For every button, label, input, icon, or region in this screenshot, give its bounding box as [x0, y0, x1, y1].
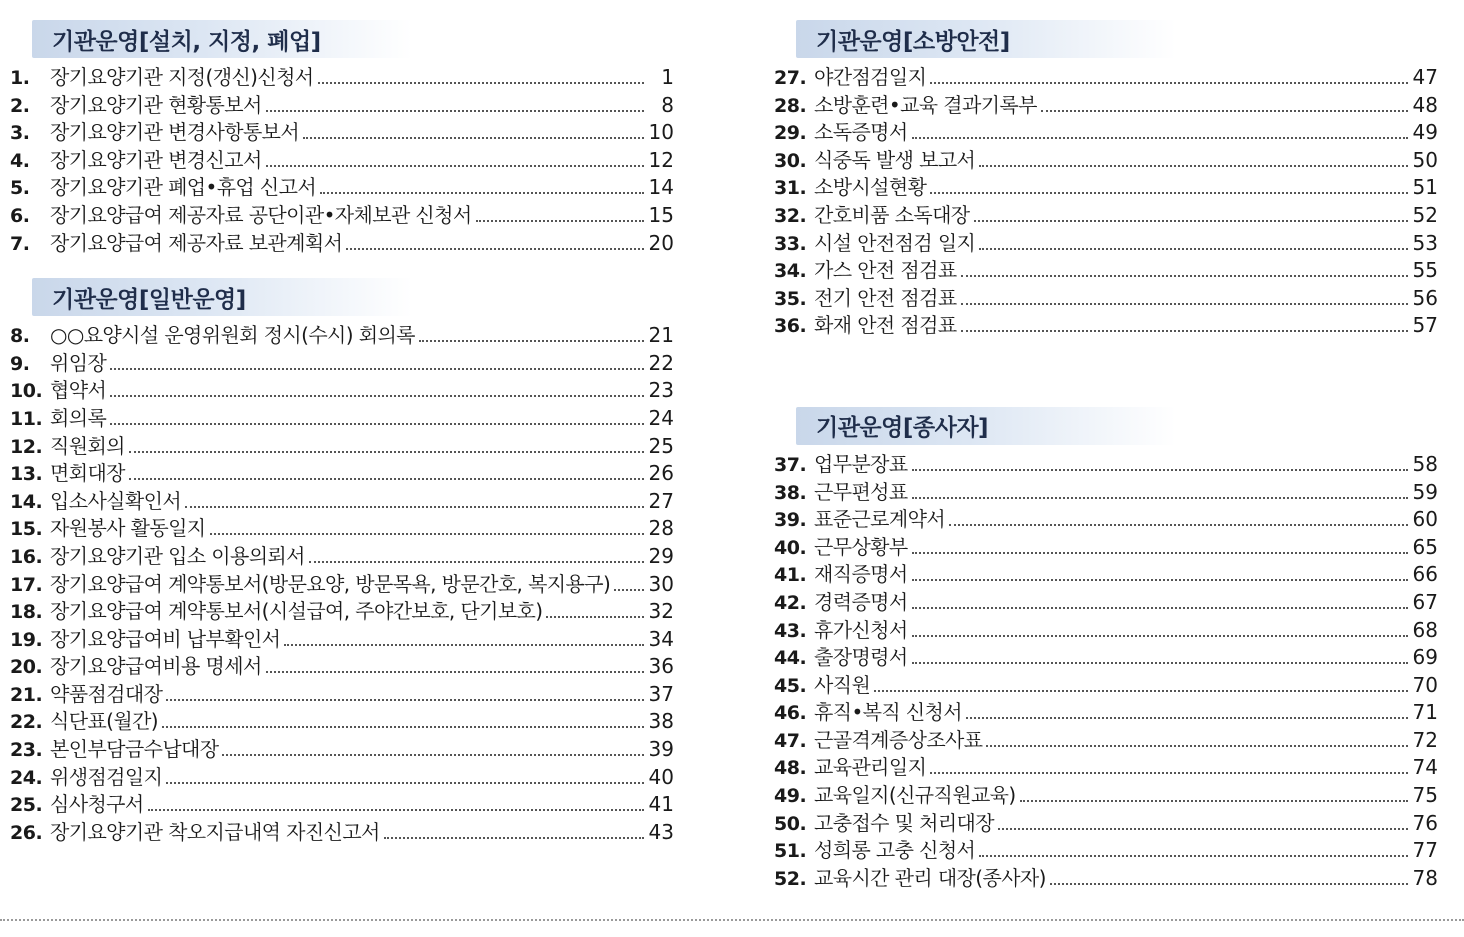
toc-entry[interactable]	[10, 89, 674, 117]
toc-entry-title: 경력증명서	[814, 589, 908, 614]
toc-entry-number: 46.	[774, 702, 807, 725]
toc-entry[interactable]	[774, 116, 1438, 144]
dot-leader	[930, 82, 1408, 84]
toc-entry-page: 10	[648, 120, 674, 145]
dot-leader	[110, 368, 644, 370]
toc-entry-page: 76	[1412, 810, 1438, 835]
toc-section	[774, 20, 1438, 337]
toc-entry-number: 9.	[10, 352, 30, 375]
dot-leader	[110, 395, 644, 397]
toc-entry-title: 교육일지(신규직원교육)	[814, 783, 1016, 808]
dot-leader	[346, 248, 644, 250]
toc-entry-page: 72	[1412, 727, 1438, 752]
dot-leader	[222, 754, 644, 756]
toc-list	[774, 448, 1438, 890]
toc-entry-page: 74	[1412, 755, 1438, 780]
toc-entry-page: 21	[648, 323, 674, 348]
dot-leader	[309, 561, 644, 563]
toc-entry[interactable]	[774, 476, 1438, 504]
toc-entry[interactable]	[774, 614, 1438, 642]
dot-leader	[318, 82, 644, 84]
toc-entry-title: 근무상황부	[814, 534, 908, 559]
toc-entry[interactable]	[774, 282, 1438, 310]
dot-leader	[1041, 110, 1408, 112]
toc-entry-page: 59	[1412, 479, 1438, 504]
dot-leader	[912, 579, 1408, 581]
dot-leader	[1020, 800, 1408, 802]
toc-entry[interactable]	[774, 779, 1438, 807]
toc-entry-page: 28	[648, 516, 674, 541]
toc-entry-page: 48	[1412, 92, 1438, 117]
toc-list	[10, 319, 674, 843]
toc-entry-title: 장기요양급여 계약통보서(방문요양, 방문목욕, 방문간호, 복지용구)	[50, 571, 611, 596]
toc-entry-page: 70	[1412, 672, 1438, 697]
section-title: 기관운영[소방안전]	[796, 20, 1176, 58]
section-title: 기관운영[설치, 지정, 폐업]	[32, 20, 412, 58]
toc-entry-number: 7.	[10, 232, 30, 255]
toc-entry-number: 5.	[10, 177, 30, 200]
toc-entry-title: 장기요양기관 입소 이용의뢰서	[50, 543, 305, 568]
toc-entry[interactable]	[10, 402, 674, 430]
dot-leader	[185, 506, 644, 508]
toc-entry-number: 11.	[10, 407, 43, 430]
toc-entry-number: 39.	[774, 509, 807, 532]
dot-leader	[303, 137, 644, 139]
toc-entry-page: 23	[648, 378, 674, 403]
toc-entry-page: 14	[648, 175, 674, 200]
toc-entry-title: 자원봉사 활동일지	[50, 516, 206, 541]
toc-entry[interactable]	[10, 623, 674, 651]
section-title: 기관운영[일반운영]	[32, 278, 412, 316]
dot-leader	[162, 726, 644, 728]
toc-entry[interactable]	[10, 485, 674, 513]
toc-entry[interactable]	[774, 558, 1438, 586]
toc-entry-title: 장기요양급여 제공자료 공단이관•자체보관 신청서	[50, 202, 472, 227]
toc-entry[interactable]	[10, 650, 674, 678]
toc-entry-page: 38	[648, 709, 674, 734]
toc-entry-title: 면회대장	[50, 461, 125, 486]
toc-entry-page: 69	[1412, 645, 1438, 670]
toc-entry[interactable]	[774, 807, 1438, 835]
toc-entry-number: 26.	[10, 821, 43, 844]
dot-leader	[148, 809, 644, 811]
toc-entry-page: 55	[1412, 258, 1438, 283]
toc-entry-page: 52	[1412, 202, 1438, 227]
dot-leader	[1050, 883, 1408, 885]
toc-entry[interactable]	[10, 705, 674, 733]
section-title: 기관운영[종사자]	[796, 407, 1176, 445]
toc-entry-number: 27.	[774, 67, 807, 89]
toc-entry-number: 32.	[774, 204, 807, 227]
toc-entry-number: 12.	[10, 435, 43, 458]
toc-entry-number: 42.	[774, 591, 807, 614]
dot-leader	[974, 220, 1408, 222]
toc-entry[interactable]	[10, 678, 674, 706]
toc-section	[774, 407, 1438, 890]
toc-entry-title: 장기요양기관 지정(갱신)신청서	[50, 65, 314, 89]
toc-entry-title: 심사청구서	[50, 792, 144, 817]
toc-entry-page: 56	[1412, 285, 1438, 310]
toc-entry-title: 표준근로계약서	[814, 507, 946, 532]
toc-entry-page: 36	[648, 654, 674, 679]
toc-entry-title: 교육관리일지	[814, 755, 927, 780]
toc-entry-number: 35.	[774, 287, 807, 310]
toc-entry[interactable]	[10, 788, 674, 816]
toc-entry-number: 17.	[10, 573, 43, 596]
toc-entry-number: 2.	[10, 94, 30, 117]
dot-leader	[384, 837, 644, 839]
toc-entry-title: 성희롱 고충 신청서	[814, 838, 976, 863]
dot-leader	[110, 423, 644, 425]
toc-entry-number: 48.	[774, 757, 807, 780]
toc-entry-number: 20.	[10, 656, 43, 679]
toc-entry-title: 장기요양급여비용 명세서	[50, 654, 262, 679]
toc-entry[interactable]	[10, 227, 674, 255]
toc-entry-number: 49.	[774, 785, 807, 808]
toc-entry-title: 재직증명서	[814, 562, 908, 587]
toc-entry[interactable]	[10, 61, 674, 89]
toc-entry-number: 24.	[10, 766, 43, 789]
toc-entry[interactable]	[774, 586, 1438, 614]
toc-entry-title: 본인부담금수납대장	[50, 737, 219, 762]
toc-entry-title: ○○요양시설 운영위원회 정시(수시) 회의록	[50, 323, 415, 348]
toc-entry-title: 근골격계증상조사표	[814, 727, 983, 752]
toc-entry-page: 57	[1412, 313, 1438, 338]
dot-leader	[979, 248, 1408, 250]
toc-entry-title: 휴가신청서	[814, 617, 908, 642]
toc-entry[interactable]	[10, 171, 674, 199]
toc-entry-page: 24	[648, 405, 674, 430]
toc-entry[interactable]	[774, 199, 1438, 227]
toc-entry[interactable]	[774, 89, 1438, 117]
dot-leader	[961, 275, 1408, 277]
dot-leader	[166, 699, 644, 701]
dot-leader	[166, 782, 644, 784]
toc-entry-number: 22.	[10, 711, 43, 734]
toc-entry-page: 47	[1412, 65, 1438, 89]
toc-entry[interactable]	[10, 733, 674, 761]
toc-entry[interactable]	[10, 116, 674, 144]
toc-entry-page: 8	[661, 92, 674, 117]
toc-entry-number: 16.	[10, 545, 43, 568]
toc-entry[interactable]	[774, 751, 1438, 779]
dot-leader	[912, 137, 1408, 139]
toc-entry-title: 협약서	[50, 378, 107, 403]
toc-entry-title: 장기요양기관 착오지급내역 자진신고서	[50, 819, 380, 844]
toc-entry[interactable]	[10, 319, 674, 347]
toc-entry[interactable]	[774, 254, 1438, 282]
toc-entry-number: 29.	[774, 122, 807, 145]
toc-entry-title: 장기요양급여비 납부확인서	[50, 626, 281, 651]
dot-leader	[912, 662, 1408, 664]
dot-leader	[961, 303, 1408, 305]
toc-entry-page: 26	[648, 461, 674, 486]
toc-entry-number: 50.	[774, 812, 807, 835]
toc-entry-title: 교육시간 관리 대장(종사자)	[814, 865, 1046, 890]
toc-entry-page: 27	[648, 488, 674, 513]
dot-leader	[930, 192, 1408, 194]
toc-entry[interactable]	[774, 669, 1438, 697]
dot-leader	[912, 552, 1408, 554]
toc-entry-number: 37.	[774, 453, 807, 476]
dot-leader	[266, 671, 644, 673]
toc-entry-page: 25	[648, 433, 674, 458]
bottom-dotted-rule	[0, 919, 1464, 921]
toc-entry[interactable]	[774, 227, 1438, 255]
dot-leader	[979, 855, 1408, 857]
dot-leader	[874, 690, 1408, 692]
toc-entry-title: 식단표(월간)	[50, 709, 159, 734]
dot-leader	[961, 330, 1408, 332]
toc-entry-number: 1.	[10, 67, 30, 89]
toc-entry-title: 야간점검일지	[814, 65, 927, 89]
toc-entry-title: 장기요양기관 폐업•휴업 신고서	[50, 175, 317, 200]
toc-entry-title: 전기 안전 점검표	[814, 285, 957, 310]
toc-entry[interactable]	[10, 816, 674, 844]
dot-leader	[986, 745, 1408, 747]
toc-entry-page: 32	[648, 599, 674, 624]
toc-entry[interactable]	[774, 171, 1438, 199]
toc-entry-page: 68	[1412, 617, 1438, 642]
toc-entry[interactable]	[774, 309, 1438, 337]
toc-section	[10, 278, 674, 843]
dot-leader	[912, 635, 1408, 637]
dot-leader	[912, 469, 1408, 471]
toc-entry[interactable]	[10, 761, 674, 789]
toc-entry-page: 58	[1412, 451, 1438, 476]
toc-entry-title: 간호비품 소독대장	[814, 202, 970, 227]
toc-entry-page: 37	[648, 681, 674, 706]
toc-entry[interactable]	[774, 834, 1438, 862]
toc-entry-page: 49	[1412, 120, 1438, 145]
toc-entry-number: 45.	[774, 674, 807, 697]
toc-entry[interactable]	[774, 144, 1438, 172]
toc-entry-page: 29	[648, 543, 674, 568]
dot-leader	[930, 772, 1408, 774]
dot-leader	[966, 717, 1408, 719]
toc-entry-page: 77	[1412, 838, 1438, 863]
toc-entry-page: 22	[648, 350, 674, 375]
toc-entry-number: 3.	[10, 122, 30, 145]
toc-entry-number: 18.	[10, 601, 43, 624]
toc-entry[interactable]	[774, 61, 1438, 89]
toc-entry-number: 15.	[10, 518, 43, 541]
toc-entry-number: 38.	[774, 481, 807, 504]
toc-entry-page: 75	[1412, 783, 1438, 808]
toc-entry-title: 입소사실확인서	[50, 488, 182, 513]
toc-entry[interactable]	[10, 457, 674, 485]
toc-entry[interactable]	[774, 448, 1438, 476]
toc-entry-number: 4.	[10, 149, 30, 172]
toc-entry[interactable]	[10, 595, 674, 623]
dot-leader	[912, 497, 1408, 499]
toc-entry-title: 가스 안전 점검표	[814, 258, 957, 283]
toc-entry-number: 31.	[774, 177, 807, 200]
dot-leader	[129, 451, 644, 453]
toc-entry-page: 60	[1412, 507, 1438, 532]
toc-entry-page: 34	[648, 626, 674, 651]
toc-entry-page: 65	[1412, 534, 1438, 559]
toc-entry-title: 직원회의	[50, 433, 125, 458]
toc-entry[interactable]	[10, 540, 674, 568]
toc-entry-number: 51.	[774, 840, 807, 863]
toc-entry-number: 10.	[10, 380, 43, 403]
dot-leader	[284, 644, 644, 646]
toc-entry[interactable]	[10, 374, 674, 402]
dot-leader	[949, 524, 1408, 526]
toc-entry-title: 장기요양기관 변경사항통보서	[50, 120, 300, 145]
dot-leader	[320, 192, 644, 194]
toc-entry[interactable]	[774, 641, 1438, 669]
toc-entry-page: 67	[1412, 589, 1438, 614]
toc-entry-title: 소방시설현황	[814, 175, 927, 200]
toc-entry-page: 30	[648, 571, 674, 596]
toc-entry-number: 21.	[10, 683, 43, 706]
toc-entry-page: 41	[648, 792, 674, 817]
toc-entry-page: 1	[661, 65, 674, 89]
toc-entry[interactable]	[10, 512, 674, 540]
toc-entry-number: 44.	[774, 647, 807, 670]
toc-entry-title: 출장명령서	[814, 645, 908, 670]
dot-leader	[129, 478, 644, 480]
toc-entry-page: 51	[1412, 175, 1438, 200]
toc-entry-title: 장기요양급여 제공자료 보관계획서	[50, 230, 343, 255]
toc-entry-page: 15	[648, 202, 674, 227]
toc-entry-title: 소독증명서	[814, 120, 908, 145]
dot-leader	[210, 533, 644, 535]
toc-entry-title: 식중독 발생 보고서	[814, 147, 976, 172]
right-column	[774, 20, 1438, 889]
toc-section	[10, 20, 674, 254]
toc-entry-page: 50	[1412, 147, 1438, 172]
toc-entry[interactable]	[774, 696, 1438, 724]
toc-entry-number: 28.	[774, 94, 807, 117]
toc-list	[10, 61, 674, 254]
toc-entry-title: 장기요양급여 계약통보서(시설급여, 주야간보호, 단기보호)	[50, 599, 543, 624]
toc-entry-title: 시설 안전점검 일지	[814, 230, 976, 255]
toc-entry[interactable]	[774, 503, 1438, 531]
toc-entry-number: 33.	[774, 232, 807, 255]
toc-entry-number: 34.	[774, 260, 807, 283]
toc-entry-title: 위생점검일지	[50, 764, 163, 789]
toc-entry[interactable]	[774, 724, 1438, 752]
toc-entry-number: 8.	[10, 325, 30, 348]
toc-entry-number: 43.	[774, 619, 807, 642]
dot-leader	[614, 589, 644, 591]
toc-entry-title: 장기요양기관 변경신고서	[50, 147, 262, 172]
toc-entry-title: 화재 안전 점검표	[814, 313, 957, 338]
toc-entry-number: 52.	[774, 867, 807, 890]
toc-entry-page: 20	[648, 230, 674, 255]
dot-leader	[266, 165, 644, 167]
toc-entry-page: 43	[648, 819, 674, 844]
toc-entry-number: 14.	[10, 490, 43, 513]
dot-leader	[979, 165, 1408, 167]
toc-entry-number: 6.	[10, 204, 30, 227]
toc-entry-number: 19.	[10, 628, 43, 651]
toc-entry-title: 고충접수 및 처리대장	[814, 810, 994, 835]
toc-entry-number: 13.	[10, 463, 43, 486]
toc-entry-page: 78	[1412, 865, 1438, 890]
toc-entry-title: 사직원	[814, 672, 871, 697]
toc-list	[774, 61, 1438, 337]
dot-leader	[998, 828, 1408, 830]
toc-entry-page: 40	[648, 764, 674, 789]
toc-entry[interactable]	[10, 347, 674, 375]
toc-entry-title: 회의록	[50, 405, 107, 430]
toc-entry-title: 근무편성표	[814, 479, 908, 504]
dot-leader	[546, 616, 644, 618]
toc-entry-page: 66	[1412, 562, 1438, 587]
toc-entry[interactable]	[10, 568, 674, 596]
toc-entry[interactable]	[774, 862, 1438, 890]
toc-entry-page: 39	[648, 737, 674, 762]
dot-leader	[266, 110, 644, 112]
toc-entry-number: 25.	[10, 794, 43, 817]
toc-entry[interactable]	[774, 531, 1438, 559]
toc-entry-page: 12	[648, 147, 674, 172]
toc-entry-page: 71	[1412, 700, 1438, 725]
toc-entry-title: 소방훈련•교육 결과기록부	[814, 92, 1037, 117]
toc-entry-title: 위임장	[50, 350, 107, 375]
toc-entry-number: 23.	[10, 739, 43, 762]
dot-leader	[476, 220, 644, 222]
toc-entry[interactable]	[10, 199, 674, 227]
dot-leader	[419, 340, 644, 342]
toc-entry-number: 47.	[774, 729, 807, 752]
toc-entry-number: 40.	[774, 536, 807, 559]
toc-entry-number: 41.	[774, 564, 807, 587]
toc-entry-number: 36.	[774, 315, 807, 338]
toc-entry[interactable]	[10, 430, 674, 458]
toc-entry-title: 장기요양기관 현황통보서	[50, 92, 262, 117]
toc-entry-title: 업무분장표	[814, 451, 908, 476]
toc-entry-title: 휴직•복직 신청서	[814, 700, 962, 725]
toc-entry-title: 약품점검대장	[50, 681, 163, 706]
dot-leader	[912, 607, 1408, 609]
left-column	[10, 20, 674, 843]
toc-entry[interactable]	[10, 144, 674, 172]
toc-entry-number: 30.	[774, 149, 807, 172]
toc-entry-page: 53	[1412, 230, 1438, 255]
